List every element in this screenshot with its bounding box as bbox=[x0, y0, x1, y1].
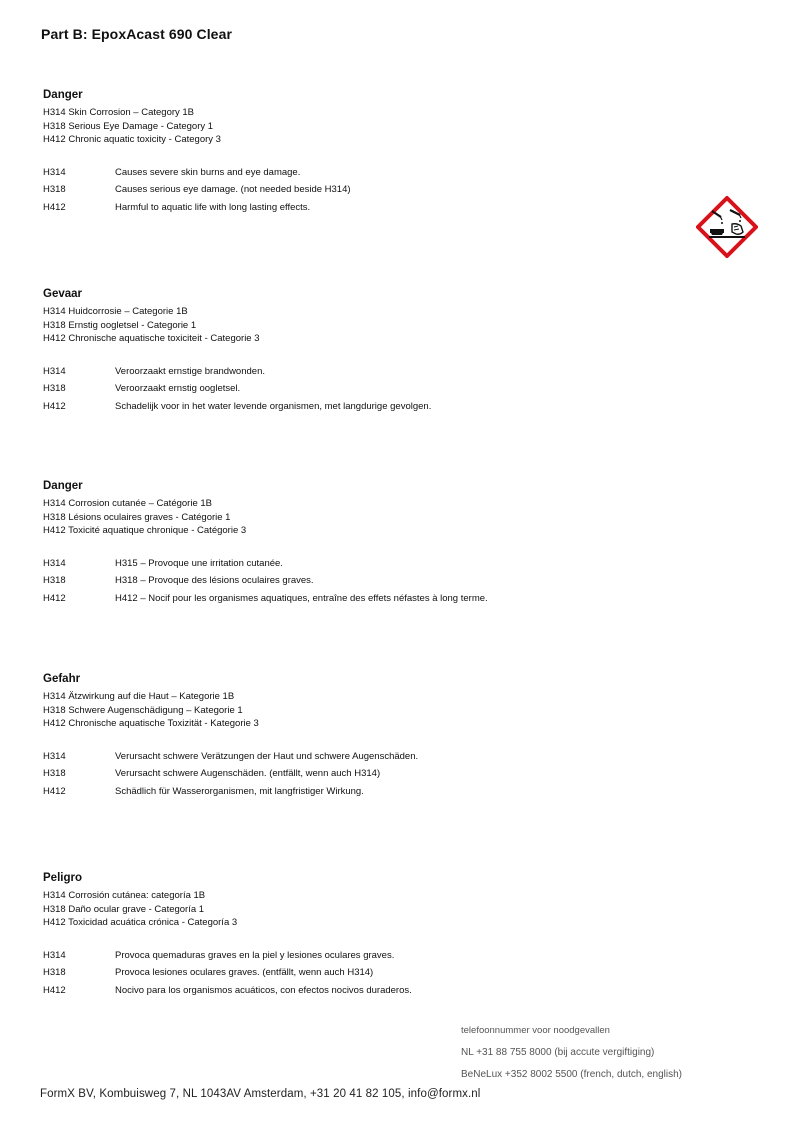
hazard-code: H314 bbox=[43, 949, 66, 961]
hazard-statement-row bbox=[43, 572, 683, 590]
hazard-statement-row bbox=[43, 783, 683, 801]
hazard-statement-row bbox=[43, 947, 683, 965]
hazard-text: Nocivo para los organismos acuáticos, con efectos nocivos duraderos. bbox=[115, 984, 412, 996]
section-heading: Gefahr bbox=[43, 673, 81, 685]
hazard-text: H315 – Provoque une irritation cutanée. bbox=[115, 557, 283, 569]
hazard-text: Provoca lesiones oculares graves. (entfällt, wenn auch H314) bbox=[115, 967, 374, 978]
pictogram-border bbox=[698, 198, 756, 256]
classification-line: H318 Ernstig oogletsel - Categorie 1 bbox=[43, 319, 197, 331]
hazard-statement-row bbox=[43, 363, 683, 381]
hazard-statement-row bbox=[43, 398, 683, 416]
hazard-code: H314 bbox=[43, 557, 66, 569]
hazard-statement-row bbox=[43, 748, 683, 766]
hazard-text: Verursacht schwere Verätzungen der Haut und schwere Augenschäden. bbox=[115, 750, 419, 762]
document-title: Part B: EpoxAcast 690 Clear bbox=[41, 26, 233, 42]
hazard-statement-row bbox=[43, 590, 683, 608]
hazard-text: Provoca quemaduras graves en la piel y lesiones oculares graves. bbox=[115, 949, 395, 961]
hazard-code: H412 bbox=[43, 984, 66, 996]
company-footer: FormX BV, Kombuisweg 7, NL 1043AV Amsterdam, +31 20 41 82 105, info@formx.nl bbox=[40, 1088, 481, 1100]
classification-line: H318 Serious Eye Damage - Category 1 bbox=[43, 120, 214, 132]
classification-line: H314 Skin Corrosion – Category 1B bbox=[43, 107, 195, 118]
hazard-statement-row bbox=[43, 555, 683, 573]
hazard-code: H318 bbox=[43, 184, 66, 195]
section-heading: Danger bbox=[43, 480, 83, 492]
hazard-code: H318 bbox=[43, 383, 66, 394]
section-heading: Peligro bbox=[43, 872, 82, 884]
hazard-code: H412 bbox=[43, 201, 66, 213]
hazard-code: H314 bbox=[43, 166, 66, 178]
hazard-code: H318 bbox=[43, 967, 66, 978]
classification-list bbox=[43, 305, 683, 346]
hazard-text: Schädlich für Wasserorganismen, mit langfristiger Wirkung. bbox=[115, 785, 364, 797]
hazard-code: H318 bbox=[43, 575, 66, 586]
classification-line: H314 Corrosion cutanée – Catégorie 1B bbox=[43, 498, 212, 509]
classification-line: H318 Schwere Augenschädigung – Kategorie 1 bbox=[43, 704, 243, 716]
classification-line: H412 Chronische aquatische toxiciteit - Categorie 3 bbox=[43, 333, 260, 344]
hazard-text: Causes severe skin burns and eye damage. bbox=[115, 166, 301, 178]
hazard-statement-row bbox=[43, 199, 683, 217]
hazard-code: H412 bbox=[43, 592, 66, 604]
classification-line: H412 Chronic aquatic toxicity - Category 3 bbox=[43, 134, 221, 145]
section-german bbox=[43, 673, 683, 800]
classification-list bbox=[43, 106, 683, 147]
classification-line: H318 Lésions oculaires graves - Catégorie 1 bbox=[43, 511, 231, 523]
classification-line: H412 Toxicité aquatique chronique - Catégorie 3 bbox=[43, 525, 247, 536]
hazard-statement-row bbox=[43, 765, 683, 783]
hazard-text: Causes serious eye damage. (not needed beside H314) bbox=[115, 184, 351, 195]
hazard-statement-row bbox=[43, 164, 683, 182]
hazard-statement-row bbox=[43, 380, 683, 398]
hazard-code: H314 bbox=[43, 750, 66, 762]
classification-line: H314 Ätzwirkung auf die Haut – Kategorie 1B bbox=[43, 691, 235, 702]
hazard-text: H318 – Provoque des lésions oculaires graves. bbox=[115, 575, 314, 586]
classification-line: H314 Corrosión cutánea: categoría 1B bbox=[43, 890, 206, 901]
hazard-text: H412 – Nocif pour les organismes aquatiques, entraîne des effets néfastes à long terme. bbox=[115, 592, 488, 604]
hazard-code: H412 bbox=[43, 785, 66, 797]
hazard-text: Veroorzaakt ernstige brandwonden. bbox=[115, 365, 265, 377]
hazard-text: Harmful to aquatic life with long lasting effects. bbox=[115, 201, 311, 213]
classification-line: H412 Chronische aquatische Toxizität - Kategorie 3 bbox=[43, 718, 259, 729]
hazard-text: Verursacht schwere Augenschäden. (entfällt, wenn auch H314) bbox=[115, 768, 381, 779]
hazard-statement-row bbox=[43, 964, 683, 982]
classification-list bbox=[43, 889, 683, 930]
section-spanish bbox=[43, 872, 683, 999]
classification-line: H314 Huidcorrosie – Categorie 1B bbox=[43, 306, 188, 317]
hazard-statement-row bbox=[43, 181, 683, 199]
classification-list bbox=[43, 497, 683, 538]
hazard-code: H314 bbox=[43, 365, 66, 377]
hazard-code: H318 bbox=[43, 768, 66, 779]
section-heading: Danger bbox=[43, 89, 83, 101]
section-heading: Gevaar bbox=[43, 288, 83, 300]
hazard-statement-row bbox=[43, 982, 683, 1000]
emergency-phone-nl: NL +31 88 755 8000 (bij accute vergiftiging) bbox=[461, 1047, 655, 1058]
classification-line: H318 Daño ocular grave - Categoría 1 bbox=[43, 903, 205, 915]
hazard-code: H412 bbox=[43, 400, 66, 412]
hazard-text: Veroorzaakt ernstig oogletsel. bbox=[115, 383, 241, 394]
ghs05-corrosion-icon bbox=[696, 196, 758, 258]
section-english bbox=[43, 89, 683, 216]
hazard-text: Schadelijk voor in het water levende organismen, met langdurige gevolgen. bbox=[115, 400, 432, 412]
section-dutch bbox=[43, 288, 683, 415]
emergency-title: telefoonnummer voor noodgevallen bbox=[461, 1025, 610, 1036]
emergency-phone-benelux: BeNeLux +352 8002 5500 (french, dutch, english) bbox=[461, 1069, 682, 1080]
section-french bbox=[43, 480, 683, 607]
emergency-contact bbox=[461, 1025, 682, 1091]
classification-list bbox=[43, 690, 683, 731]
classification-line: H412 Toxicidad acuática crónica - Categoría 3 bbox=[43, 917, 238, 928]
